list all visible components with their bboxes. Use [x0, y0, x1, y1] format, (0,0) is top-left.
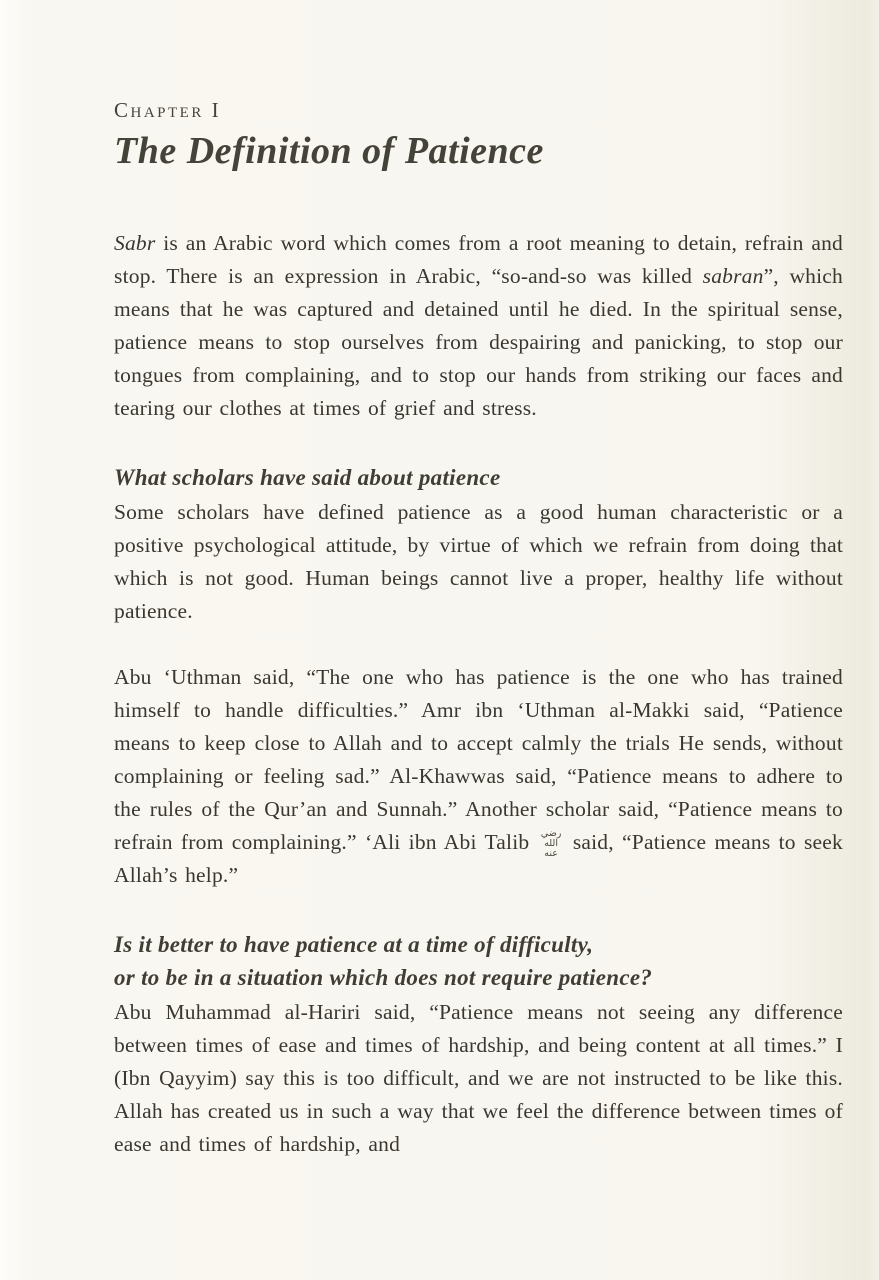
page-title: The Definition of Patience [114, 130, 544, 172]
section-heading-line-1: Is it better to have patience at a time of difficulty, [114, 932, 594, 957]
paragraph-hariri-quote: Abu Muhammad al-Hariri said, “Patience means not seeing any difference between times of ease and times of hardship, and being content at all times.” I (Ibn Qayyim) say this is too difficult, and we are not instructed to be like this. Allah has created us in such a way that we feel the difference between times of ease and times of hardship, and [114, 1000, 843, 1156]
paragraph-sabr-definition: Sabr is an Arabic word which comes from a root meaning to detain, refrain and stop. There is an expression in Arabic, “so-and-so was killed sabran”, which means that he was captured and detained until he died. In the spiritual sense, patience means to stop ourselves from despairing and panicking, to stop our tongues from complaining, and to stop our hands from striking our faces and tearing our clothes at times of grief and stress. [114, 231, 843, 420]
honorific-icon: رضي الله عنه [540, 828, 562, 859]
section-heading-line-2: or to be in a situation which does not require patience? [114, 965, 653, 990]
section-heading-scholars: What scholars have said about patience [114, 465, 501, 490]
chapter-label: Chapter I [114, 98, 222, 122]
section-heading-better-patience [114, 928, 843, 994]
chapter-header [114, 98, 843, 173]
paragraph-scholars-definition: Some scholars have defined patience as a good human characteristic or a positive psychological attitude, by virtue of which we refrain from doing that which is not good. Human beings cannot live a proper, healthy life without patience. [114, 500, 843, 623]
paragraph-scholar-quotes: Abu ‘Uthman said, “The one who has patience is the one who has trained himself to handle difficulties.” Amr ibn ‘Uthman al-Makki said, “Patience means to keep close to Allah and to accept calmly the trials He sends, without complaining or feeling sad.” Al-Khawwas said, “Patience means to adhere to the rules of the Qur’an and Sunnah.” Another scholar said, “Patience means to refrain from complaining.” ‘Ali ibn Abi Talib رضي الله عنه said, “Patience means to seek Allah’s help.” [114, 665, 843, 887]
